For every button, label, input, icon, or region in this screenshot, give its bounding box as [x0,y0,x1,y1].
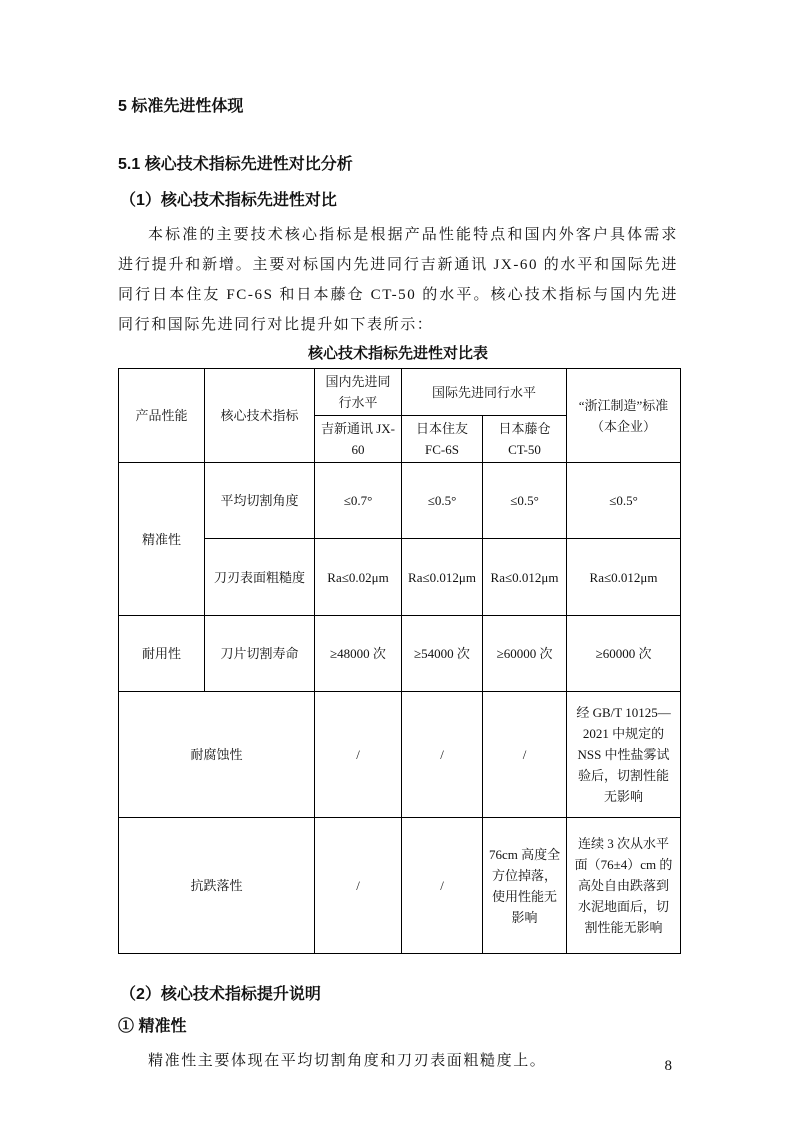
section-heading: 5 标准先进性体现 [118,98,244,115]
cell-value: ≤0.5° [402,463,483,539]
cell-value: ≤0.7° [315,463,402,539]
header-company-jx60: 吉新通讯 JX-60 [315,416,402,463]
table-header-row-1 [119,369,681,416]
item1-heading: （1）核心技术指标先进性对比 [120,192,337,209]
indicator-surface-roughness: 刀刃表面粗糙度 [205,539,315,616]
header-product-performance: 产品性能 [119,369,205,463]
table-row-blade-life [119,616,681,692]
cell-value: Ra≤0.012μm [567,539,681,616]
table-row-drop-resistance [119,818,681,954]
cell-value: ≤0.5° [567,463,681,539]
cell-value-drop-standard: 连续 3 次从水平面（76±4）cm 的高处自由跌落到水泥地面后，切割性能无影响 [567,818,681,954]
table-row-corrosion [119,692,681,818]
cell-value: Ra≤0.02μm [315,539,402,616]
cell-value: ≥60000 次 [483,616,567,692]
closing-paragraph: 精准性主要体现在平均切割角度和刀刃表面粗糙度上。 [148,1053,547,1069]
table-row-cutting-angle [119,463,681,539]
header-core-indicator: 核心技术指标 [205,369,315,463]
subsection-heading: 5.1 核心技术指标先进性对比分析 [118,156,353,173]
cell-value-corrosion-standard: 经 GB/T 10125—2021 中规定的 NSS 中性盐雾试验后，切割性能无影响 [567,692,681,818]
cell-value: Ra≤0.012μm [402,539,483,616]
header-international-level: 国际先进同行水平 [402,369,567,416]
cell-value: / [402,692,483,818]
row-label-durability: 耐用性 [119,616,205,692]
intro-paragraph: 本标准的主要技术核心指标是根据产品性能特点和国内外客户具体需求进行提升和新增。主要对标国内先进同行吉新通讯 JX-60 的水平和国际先进同行日本住友 FC-6S 和日本藤仓 CT-50 的水平。核心技术指标与国内先进同行和国际先进同行对比提升如下表所示： [118,227,678,333]
cell-value: / [483,692,567,818]
cell-value: / [315,692,402,818]
cell-value: ≤0.5° [483,463,567,539]
header-company-ct50: 日本藤仓 CT-50 [483,416,567,463]
cell-value: / [402,818,483,954]
table-title: 核心技术指标先进性对比表 [307,345,488,362]
page-number: 8 [664,1058,672,1074]
row-label-corrosion: 耐腐蚀性 [119,692,315,818]
row-label-drop: 抗跌落性 [119,818,315,954]
comparison-table [118,368,681,954]
circle1-heading: ① 精准性 [118,1018,187,1035]
cell-value: / [315,818,402,954]
cell-value-drop-ct50: 76cm 高度全方位掉落，使用性能无影响 [483,818,567,954]
cell-value: ≥54000 次 [402,616,483,692]
cell-value: ≥60000 次 [567,616,681,692]
indicator-cutting-angle: 平均切割角度 [205,463,315,539]
cell-value: Ra≤0.012μm [483,539,567,616]
header-domestic-level: 国内先进同行水平 [315,369,402,416]
indicator-blade-life: 刀片切割寿命 [205,616,315,692]
header-company-fc6s: 日本住友 FC-6S [402,416,483,463]
item2-heading: （2）核心技术指标提升说明 [120,986,321,1003]
header-zhejiang-standard: “浙江制造”标准（本企业） [567,369,681,463]
cell-value: ≥48000 次 [315,616,402,692]
row-label-precision: 精准性 [119,463,205,616]
